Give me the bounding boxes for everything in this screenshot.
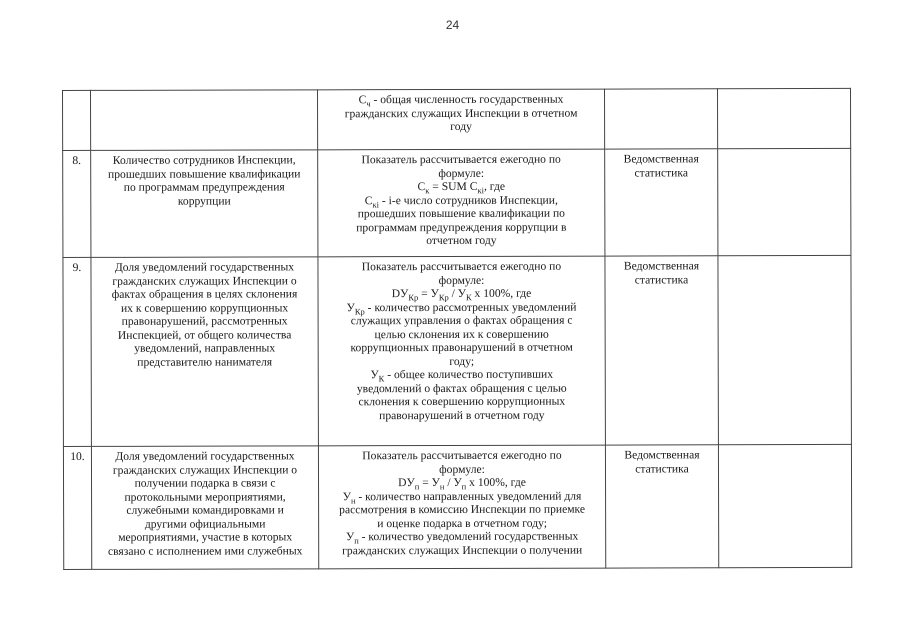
indicator-name-line: уведомлений, направленных bbox=[134, 341, 276, 355]
indicator-name-line: прошедших повышение квалификации bbox=[108, 166, 301, 181]
indicator-name-line: гражданских служащих Инспекции о bbox=[112, 462, 298, 477]
data-source bbox=[605, 256, 718, 445]
formula-subscript: п bbox=[354, 535, 359, 546]
formula-subscript: К bbox=[378, 373, 385, 384]
data-source-line: Ведомственная bbox=[623, 152, 699, 166]
method-text: формуле: bbox=[438, 166, 485, 180]
formula-subscript: к bbox=[425, 185, 430, 196]
method-text: Показатель рассчитывается ежегодно по bbox=[361, 259, 562, 274]
indicator-name bbox=[91, 150, 318, 258]
method-line bbox=[323, 489, 601, 506]
formula-subscript: н bbox=[439, 481, 445, 492]
method-line bbox=[323, 287, 601, 301]
method-line bbox=[323, 354, 601, 368]
method-text: / У bbox=[448, 286, 466, 300]
method-line bbox=[322, 106, 600, 120]
method-text: служащих управления о фактах обращения с bbox=[350, 313, 573, 328]
method-line bbox=[322, 220, 600, 234]
note-cell bbox=[718, 148, 851, 255]
method-text: и оценке подарка в отчетном году; bbox=[377, 516, 547, 530]
method-line bbox=[322, 180, 600, 194]
method-line bbox=[323, 341, 601, 355]
method-text: году bbox=[450, 119, 472, 133]
indicator-name bbox=[91, 90, 318, 151]
method-line bbox=[323, 368, 601, 382]
method-line bbox=[323, 530, 601, 544]
data-source-line: статистика bbox=[634, 165, 688, 180]
method-text: коррупционных правонарушений в отчетном bbox=[350, 340, 573, 355]
formula-subscript: Кр bbox=[408, 292, 419, 303]
method-line bbox=[322, 153, 600, 167]
method-text: формуле: bbox=[439, 462, 485, 476]
formula-subscript: н bbox=[350, 495, 356, 506]
method-text: - количество рассмотренных уведомлений bbox=[364, 300, 577, 314]
indicator-name-line: Инспекцией, от общего количества bbox=[117, 327, 292, 342]
row-number bbox=[63, 90, 91, 150]
method-text: - i-е число сотрудников Инспекции, bbox=[378, 193, 558, 207]
calculation-method bbox=[318, 256, 605, 446]
method-line bbox=[322, 260, 600, 274]
method-text: = SUM С bbox=[429, 179, 478, 194]
method-line bbox=[323, 516, 601, 530]
method-text: У bbox=[370, 368, 379, 382]
table-row bbox=[63, 444, 851, 569]
data-source-line: Ведомственная bbox=[623, 259, 700, 273]
method-text: С bbox=[364, 193, 373, 207]
indicator-name-line: коррупции bbox=[177, 194, 231, 208]
method-text: рассмотрения в комиссию Инспекции по приемке bbox=[339, 502, 586, 517]
calculation-method bbox=[318, 445, 605, 569]
data-source bbox=[604, 89, 717, 149]
indicator-name-line: связано с исполнением ими служебных bbox=[107, 543, 303, 558]
method-text: С bbox=[358, 93, 367, 107]
indicator-name-line: представителю нанимателя bbox=[137, 354, 273, 369]
indicator-name-line: Доля уведомлений государственных bbox=[114, 260, 295, 274]
method-text: DУ bbox=[391, 287, 409, 301]
method-text: склонения к совершению коррупционных bbox=[358, 394, 566, 409]
method-line bbox=[323, 408, 601, 422]
method-text: У bbox=[345, 530, 355, 544]
method-line bbox=[323, 395, 601, 409]
method-line bbox=[322, 234, 600, 248]
data-source-line: статистика bbox=[634, 272, 689, 287]
method-text: формуле: bbox=[438, 273, 485, 287]
method-text: - общее количество поступивших bbox=[384, 367, 554, 382]
formula-subscript: кi bbox=[477, 185, 484, 196]
method-line bbox=[322, 166, 600, 180]
indicator-name-line: Количество сотрудников Инспекции, bbox=[112, 153, 296, 167]
indicator-name-line: получении подарка в связи с bbox=[134, 476, 276, 490]
method-text: У bbox=[342, 489, 351, 503]
note-cell bbox=[717, 88, 850, 148]
page-number: 24 bbox=[445, 18, 460, 32]
method-text: = У bbox=[418, 287, 439, 301]
method-line bbox=[323, 476, 601, 490]
method-line bbox=[322, 93, 600, 107]
method-line bbox=[323, 314, 601, 328]
data-source bbox=[605, 149, 718, 256]
method-text: - количество направленных уведомлений для bbox=[355, 489, 582, 503]
method-text: У bbox=[346, 300, 355, 314]
calculation-method bbox=[318, 89, 605, 150]
method-line bbox=[323, 327, 601, 341]
method-text: отчетном году bbox=[426, 233, 497, 248]
indicator-name bbox=[91, 257, 318, 447]
method-text: прошедших повышение квалификации по bbox=[357, 206, 565, 221]
indicator-name-line: по программам предупреждения bbox=[123, 180, 285, 194]
method-text: - общая численность государственных bbox=[370, 92, 564, 107]
row-number: 8. bbox=[63, 150, 91, 257]
method-text: гражданских служащих Инспекции о получении bbox=[342, 543, 583, 557]
indicator-name-line: их к совершению коррупционных bbox=[120, 300, 289, 315]
indicator-name-line: гражданских служащих Инспекции о bbox=[112, 273, 297, 288]
method-text: - количество уведомлений государственных bbox=[358, 529, 579, 544]
method-text: / У bbox=[444, 475, 462, 490]
formula-subscript: п bbox=[414, 481, 420, 492]
method-text: DУ bbox=[398, 476, 415, 490]
method-text: Показатель рассчитывается ежегодно по bbox=[361, 152, 561, 167]
indicator-name bbox=[91, 446, 318, 570]
indicator-name-line: мероприятиями, участие в которых bbox=[118, 530, 293, 544]
method-text: правонарушений в отчетном году bbox=[379, 408, 545, 422]
table-row bbox=[63, 148, 851, 257]
table-row bbox=[63, 255, 851, 446]
indicator-name-line: служебными командировками и bbox=[126, 503, 284, 517]
method-text: С bbox=[417, 180, 426, 194]
table-row bbox=[63, 88, 851, 150]
note-cell bbox=[718, 255, 851, 444]
indicator-name-line: Доля уведомлений государственных bbox=[115, 449, 295, 463]
method-line bbox=[323, 462, 601, 476]
formula-subscript: ч bbox=[366, 98, 371, 109]
method-line bbox=[323, 381, 601, 395]
data-source bbox=[605, 445, 718, 568]
formula-subscript: Кр bbox=[354, 306, 365, 317]
row-number: 9. bbox=[63, 257, 91, 446]
method-text: программам предупреждения коррупции в bbox=[356, 220, 567, 234]
indicator-name-line: фактах обращения в целях склонения bbox=[111, 287, 298, 301]
data-source-line: Ведомственная bbox=[624, 448, 700, 462]
method-line bbox=[322, 120, 600, 134]
method-line bbox=[322, 273, 600, 287]
method-line bbox=[323, 543, 601, 557]
method-text: , где bbox=[483, 179, 506, 193]
method-line bbox=[322, 207, 600, 221]
method-line bbox=[323, 503, 601, 517]
formula-subscript: кi bbox=[372, 198, 379, 210]
method-text: гражданских служащих Инспекции в отчетном bbox=[344, 106, 578, 120]
method-line bbox=[323, 449, 601, 463]
formula-subscript: К bbox=[465, 292, 472, 303]
indicator-name-line: другими официальными bbox=[144, 516, 266, 531]
method-line bbox=[322, 193, 600, 210]
method-text: х 100%, где bbox=[471, 286, 532, 300]
indicator-name-line: протокольными мероприятиями, bbox=[124, 489, 286, 504]
method-text: = У bbox=[419, 476, 440, 490]
calculation-method bbox=[318, 149, 605, 257]
method-text: уведомлений о фактах обращения с целью bbox=[356, 381, 567, 395]
indicators-table bbox=[62, 88, 852, 570]
method-text: году; bbox=[449, 354, 475, 368]
method-line bbox=[323, 300, 601, 317]
method-text: х 100%, где bbox=[466, 475, 526, 489]
formula-subscript: п bbox=[461, 481, 467, 492]
data-source-line: статистика bbox=[635, 461, 689, 476]
indicator-name-line: правонарушений, рассмотренных bbox=[121, 314, 288, 328]
formula-subscript: Кр bbox=[438, 292, 449, 303]
method-text: Показатель рассчитывается ежегодно по bbox=[362, 448, 562, 463]
method-text: целью склонения их к совершению bbox=[374, 327, 549, 341]
note-cell bbox=[718, 444, 851, 567]
row-number: 10. bbox=[63, 446, 91, 569]
